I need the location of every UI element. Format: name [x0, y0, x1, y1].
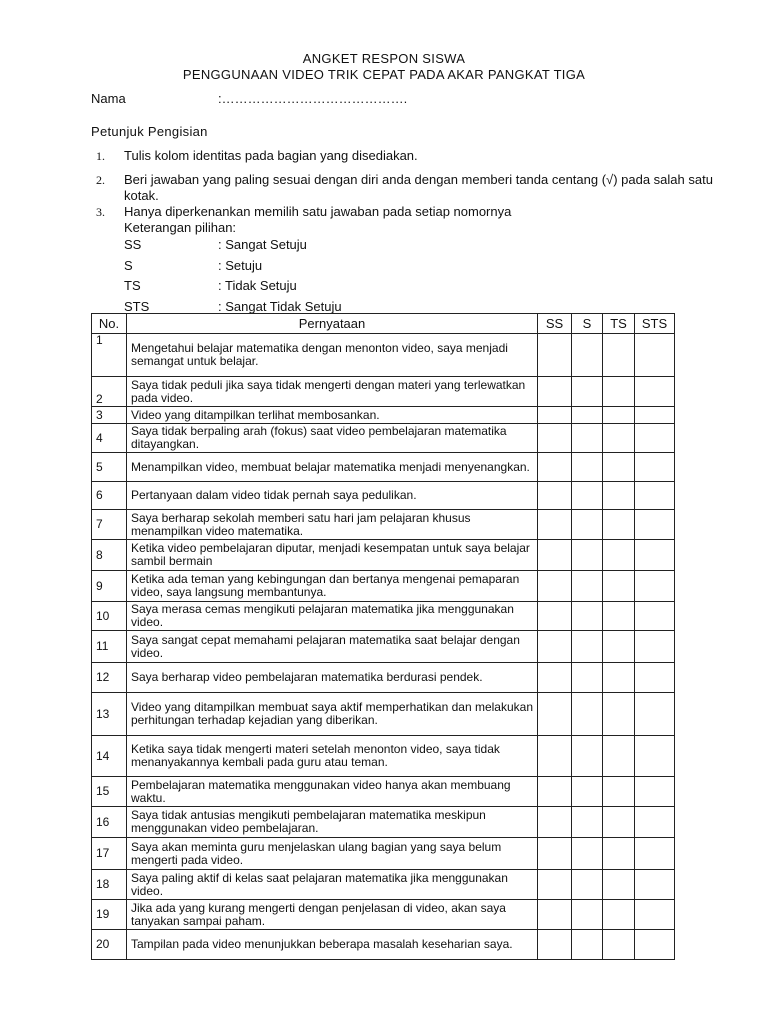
answer-box-sts[interactable]: [635, 838, 675, 870]
option-desc: : Sangat Tidak Setuju: [218, 299, 342, 314]
answer-box-ts[interactable]: [603, 540, 635, 571]
name-blank: :…………………………………….: [218, 91, 408, 106]
table-row: [92, 900, 675, 930]
row-number: 18: [92, 870, 127, 900]
name-field-row: [91, 91, 407, 106]
answer-box-sts[interactable]: [635, 693, 675, 736]
answer-box-sts[interactable]: [635, 334, 675, 377]
row-statement: Saya tidak antusias mengikuti pembelajaran matematika meskipun menggunakan video pembelajaran.: [127, 807, 538, 838]
answer-box-ts[interactable]: [603, 510, 635, 540]
table-row: [92, 424, 675, 453]
row-statement: Video yang ditampilkan terlihat membosankan.: [127, 407, 538, 424]
option-legend-s: [124, 258, 262, 273]
row-statement: Saya merasa cemas mengikuti pelajaran matematika jika menggunakan video.: [127, 602, 538, 631]
row-number: 1: [92, 334, 127, 377]
answer-box-s[interactable]: [572, 900, 603, 930]
table-row: [92, 334, 675, 377]
row-statement: Saya berharap video pembelajaran matematika berdurasi pendek.: [127, 663, 538, 693]
answer-box-ts[interactable]: [603, 777, 635, 807]
answer-box-ts[interactable]: [603, 453, 635, 482]
answer-box-ts[interactable]: [603, 602, 635, 631]
header-ss: SS: [538, 314, 572, 334]
answer-box-ss[interactable]: [538, 631, 572, 663]
answer-box-s[interactable]: [572, 838, 603, 870]
answer-box-ts[interactable]: [603, 807, 635, 838]
row-number: 3: [92, 407, 127, 424]
instructions-heading: Petunjuk Pengisian: [91, 124, 208, 139]
table-row: [92, 510, 675, 540]
table-row: [92, 631, 675, 663]
answer-box-ts[interactable]: [603, 693, 635, 736]
questionnaire-subtitle: PENGGUNAAN VIDEO TRIK CEPAT PADA AKAR PANGKAT TIGA: [182, 67, 586, 82]
row-number: 7: [92, 510, 127, 540]
row-statement: Saya tidak berpaling arah (fokus) saat video pembelajaran matematika ditayangkan.: [127, 424, 538, 453]
answer-box-sts[interactable]: [635, 510, 675, 540]
answer-box-sts[interactable]: [635, 900, 675, 930]
table-row: [92, 453, 675, 482]
answer-box-sts[interactable]: [635, 777, 675, 807]
answer-box-ss[interactable]: [538, 453, 572, 482]
answer-box-ts[interactable]: [603, 631, 635, 663]
option-desc: : Setuju: [218, 258, 263, 273]
row-number: 2: [92, 377, 127, 407]
table-row: [92, 693, 675, 736]
row-number: 16: [92, 807, 127, 838]
row-statement: Pertanyaan dalam video tidak pernah saya pedulikan.: [127, 482, 538, 510]
row-statement: Jika ada yang kurang mengerti dengan penjelasan di video, akan saya tanyakan sampai paham.: [127, 900, 538, 930]
name-label: Nama: [91, 91, 126, 106]
table-row: [92, 540, 675, 571]
answer-box-sts[interactable]: [635, 631, 675, 663]
answer-box-sts[interactable]: [635, 453, 675, 482]
answer-box-s[interactable]: [572, 453, 603, 482]
instruction-text: Hanya diperkenankan memilih satu jawaban pada setiap nomornya: [124, 204, 512, 219]
answer-box-ts[interactable]: [603, 377, 635, 407]
row-statement: Tampilan pada video menunjukkan beberapa masalah keseharian saya.: [127, 930, 538, 960]
table-header-row: [92, 314, 675, 334]
instruction-item: [96, 172, 736, 204]
answer-box-ts[interactable]: [603, 870, 635, 900]
keterangan-label: Keterangan pilihan:: [124, 220, 237, 235]
instruction-item: [96, 204, 736, 220]
row-number: 15: [92, 777, 127, 807]
answer-box-ss[interactable]: [538, 807, 572, 838]
header-ts: TS: [603, 314, 635, 334]
answer-box-s[interactable]: [572, 736, 603, 777]
table-row: [92, 663, 675, 693]
table-row: [92, 930, 675, 960]
answer-box-sts[interactable]: [635, 482, 675, 510]
row-statement: Ketika ada teman yang kebingungan dan bertanya mengenai pemaparan video, saya langsung membantunya.: [127, 571, 538, 602]
answer-box-ss[interactable]: [538, 602, 572, 631]
header-statement: Pernyataan: [127, 314, 538, 334]
answer-box-ss[interactable]: [538, 540, 572, 571]
answer-box-ts[interactable]: [603, 900, 635, 930]
answer-box-s[interactable]: [572, 407, 603, 424]
header-s: S: [572, 314, 603, 334]
answer-box-ss[interactable]: [538, 424, 572, 453]
answer-box-ss[interactable]: [538, 334, 572, 377]
answer-box-s[interactable]: [572, 693, 603, 736]
row-statement: Video yang ditampilkan membuat saya aktif memperhatikan dan melakukan perhitungan terhadap kejadian yang diberikan.: [127, 693, 538, 736]
row-statement: Menampilkan video, membuat belajar matematika menjadi menyenangkan.: [127, 453, 538, 482]
table-body: [92, 334, 675, 960]
table-row: [92, 777, 675, 807]
answer-box-ts[interactable]: [603, 407, 635, 424]
answer-box-s[interactable]: [572, 777, 603, 807]
answer-box-sts[interactable]: [635, 377, 675, 407]
answer-box-s[interactable]: [572, 870, 603, 900]
row-statement: Saya paling aktif di kelas saat pelajaran matematika jika menggunakan video.: [127, 870, 538, 900]
option-legend-ts: [124, 278, 297, 293]
option-desc: : Tidak Setuju: [218, 278, 297, 293]
option-code: SS: [124, 237, 142, 252]
header-no: No.: [92, 314, 127, 334]
option-code: S: [124, 258, 133, 273]
instruction-text: Beri jawaban yang paling sesuai dengan diri anda dengan memberi tanda centang (√) pada salah satu kotak.: [124, 172, 713, 203]
row-statement: Saya akan meminta guru menjelaskan ulang bagian yang saya belum mengerti pada video.: [127, 838, 538, 870]
table-row: [92, 482, 675, 510]
answer-box-ss[interactable]: [538, 407, 572, 424]
row-number: 19: [92, 900, 127, 930]
answer-box-ss[interactable]: [538, 571, 572, 602]
table-row: [92, 377, 675, 407]
answer-box-ss[interactable]: [538, 510, 572, 540]
answer-box-s[interactable]: [572, 424, 603, 453]
row-number: 20: [92, 930, 127, 960]
table-row: [92, 407, 675, 424]
answer-box-ss[interactable]: [538, 693, 572, 736]
answer-box-s[interactable]: [572, 540, 603, 571]
row-statement: Ketika video pembelajaran diputar, menjadi kesempatan untuk saya belajar sambil bermain: [127, 540, 538, 571]
table-row: [92, 838, 675, 870]
answer-box-s[interactable]: [572, 334, 603, 377]
instruction-number: 2.: [96, 173, 105, 187]
row-statement: Saya sangat cepat memahami pelajaran matematika saat belajar dengan video.: [127, 631, 538, 663]
answer-box-s[interactable]: [572, 510, 603, 540]
answer-box-sts[interactable]: [635, 540, 675, 571]
answer-box-sts[interactable]: [635, 870, 675, 900]
answer-box-s[interactable]: [572, 602, 603, 631]
table-row: [92, 807, 675, 838]
instruction-item: [96, 148, 736, 164]
row-statement: Mengetahui belajar matematika dengan menonton video, saya menjadi semangat untuk belajar.: [127, 334, 538, 377]
answer-box-ss[interactable]: [538, 377, 572, 407]
answer-box-sts[interactable]: [635, 602, 675, 631]
row-number: 6: [92, 482, 127, 510]
answer-box-sts[interactable]: [635, 663, 675, 693]
option-code: TS: [124, 278, 141, 293]
row-number: 12: [92, 663, 127, 693]
row-statement: Saya berharap sekolah memberi satu hari jam pelajaran khusus menampilkan video matematika.: [127, 510, 538, 540]
instruction-text: Tulis kolom identitas pada bagian yang disediakan.: [124, 148, 418, 163]
instruction-number: 1.: [96, 149, 105, 163]
row-number: 11: [92, 631, 127, 663]
instruction-number: 3.: [96, 205, 105, 219]
answer-box-ts[interactable]: [603, 482, 635, 510]
questionnaire-table: [91, 313, 675, 960]
answer-box-sts[interactable]: [635, 571, 675, 602]
option-desc: : Sangat Setuju: [218, 237, 307, 252]
answer-box-sts[interactable]: [635, 424, 675, 453]
row-statement: Ketika saya tidak mengerti materi setelah menonton video, saya tidak menanyakannya kembali pada guru atau teman.: [127, 736, 538, 777]
answer-box-ts[interactable]: [603, 334, 635, 377]
answer-box-ts[interactable]: [603, 571, 635, 602]
answer-box-ts[interactable]: [603, 663, 635, 693]
answer-box-ss[interactable]: [538, 736, 572, 777]
table-row: [92, 736, 675, 777]
answer-box-sts[interactable]: [635, 407, 675, 424]
answer-box-s[interactable]: [572, 482, 603, 510]
header-sts: STS: [635, 314, 675, 334]
answer-box-ts[interactable]: [603, 838, 635, 870]
table-row: [92, 602, 675, 631]
answer-box-ts[interactable]: [603, 930, 635, 960]
answer-box-ss[interactable]: [538, 482, 572, 510]
answer-box-s[interactable]: [572, 571, 603, 602]
row-statement: Pembelajaran matematika menggunakan video hanya akan membuang waktu.: [127, 777, 538, 807]
questionnaire-title: ANGKET RESPON SISWA: [302, 51, 466, 66]
table-row: [92, 571, 675, 602]
option-code: STS: [124, 299, 150, 314]
option-legend-ss: [124, 237, 307, 252]
row-number: 13: [92, 693, 127, 736]
answer-box-ss[interactable]: [538, 777, 572, 807]
answer-box-sts[interactable]: [635, 807, 675, 838]
row-number: 9: [92, 571, 127, 602]
answer-box-ss[interactable]: [538, 870, 572, 900]
answer-box-s[interactable]: [572, 807, 603, 838]
answer-box-ts[interactable]: [603, 424, 635, 453]
row-number: 17: [92, 838, 127, 870]
answer-box-ss[interactable]: [538, 838, 572, 870]
answer-box-s[interactable]: [572, 930, 603, 960]
answer-box-sts[interactable]: [635, 736, 675, 777]
answer-box-ts[interactable]: [603, 736, 635, 777]
row-number: 4: [92, 424, 127, 453]
table-row: [92, 870, 675, 900]
option-legend-sts: [124, 299, 342, 314]
answer-box-ss[interactable]: [538, 900, 572, 930]
answer-box-s[interactable]: [572, 631, 603, 663]
answer-box-s[interactable]: [572, 377, 603, 407]
row-statement: Saya tidak peduli jika saya tidak mengerti dengan materi yang terlewatkan pada video.: [127, 377, 538, 407]
row-number: 5: [92, 453, 127, 482]
answer-box-sts[interactable]: [635, 930, 675, 960]
answer-box-s[interactable]: [572, 663, 603, 693]
row-number: 8: [92, 540, 127, 571]
row-number: 14: [92, 736, 127, 777]
answer-box-ss[interactable]: [538, 663, 572, 693]
answer-box-ss[interactable]: [538, 930, 572, 960]
row-number: 10: [92, 602, 127, 631]
